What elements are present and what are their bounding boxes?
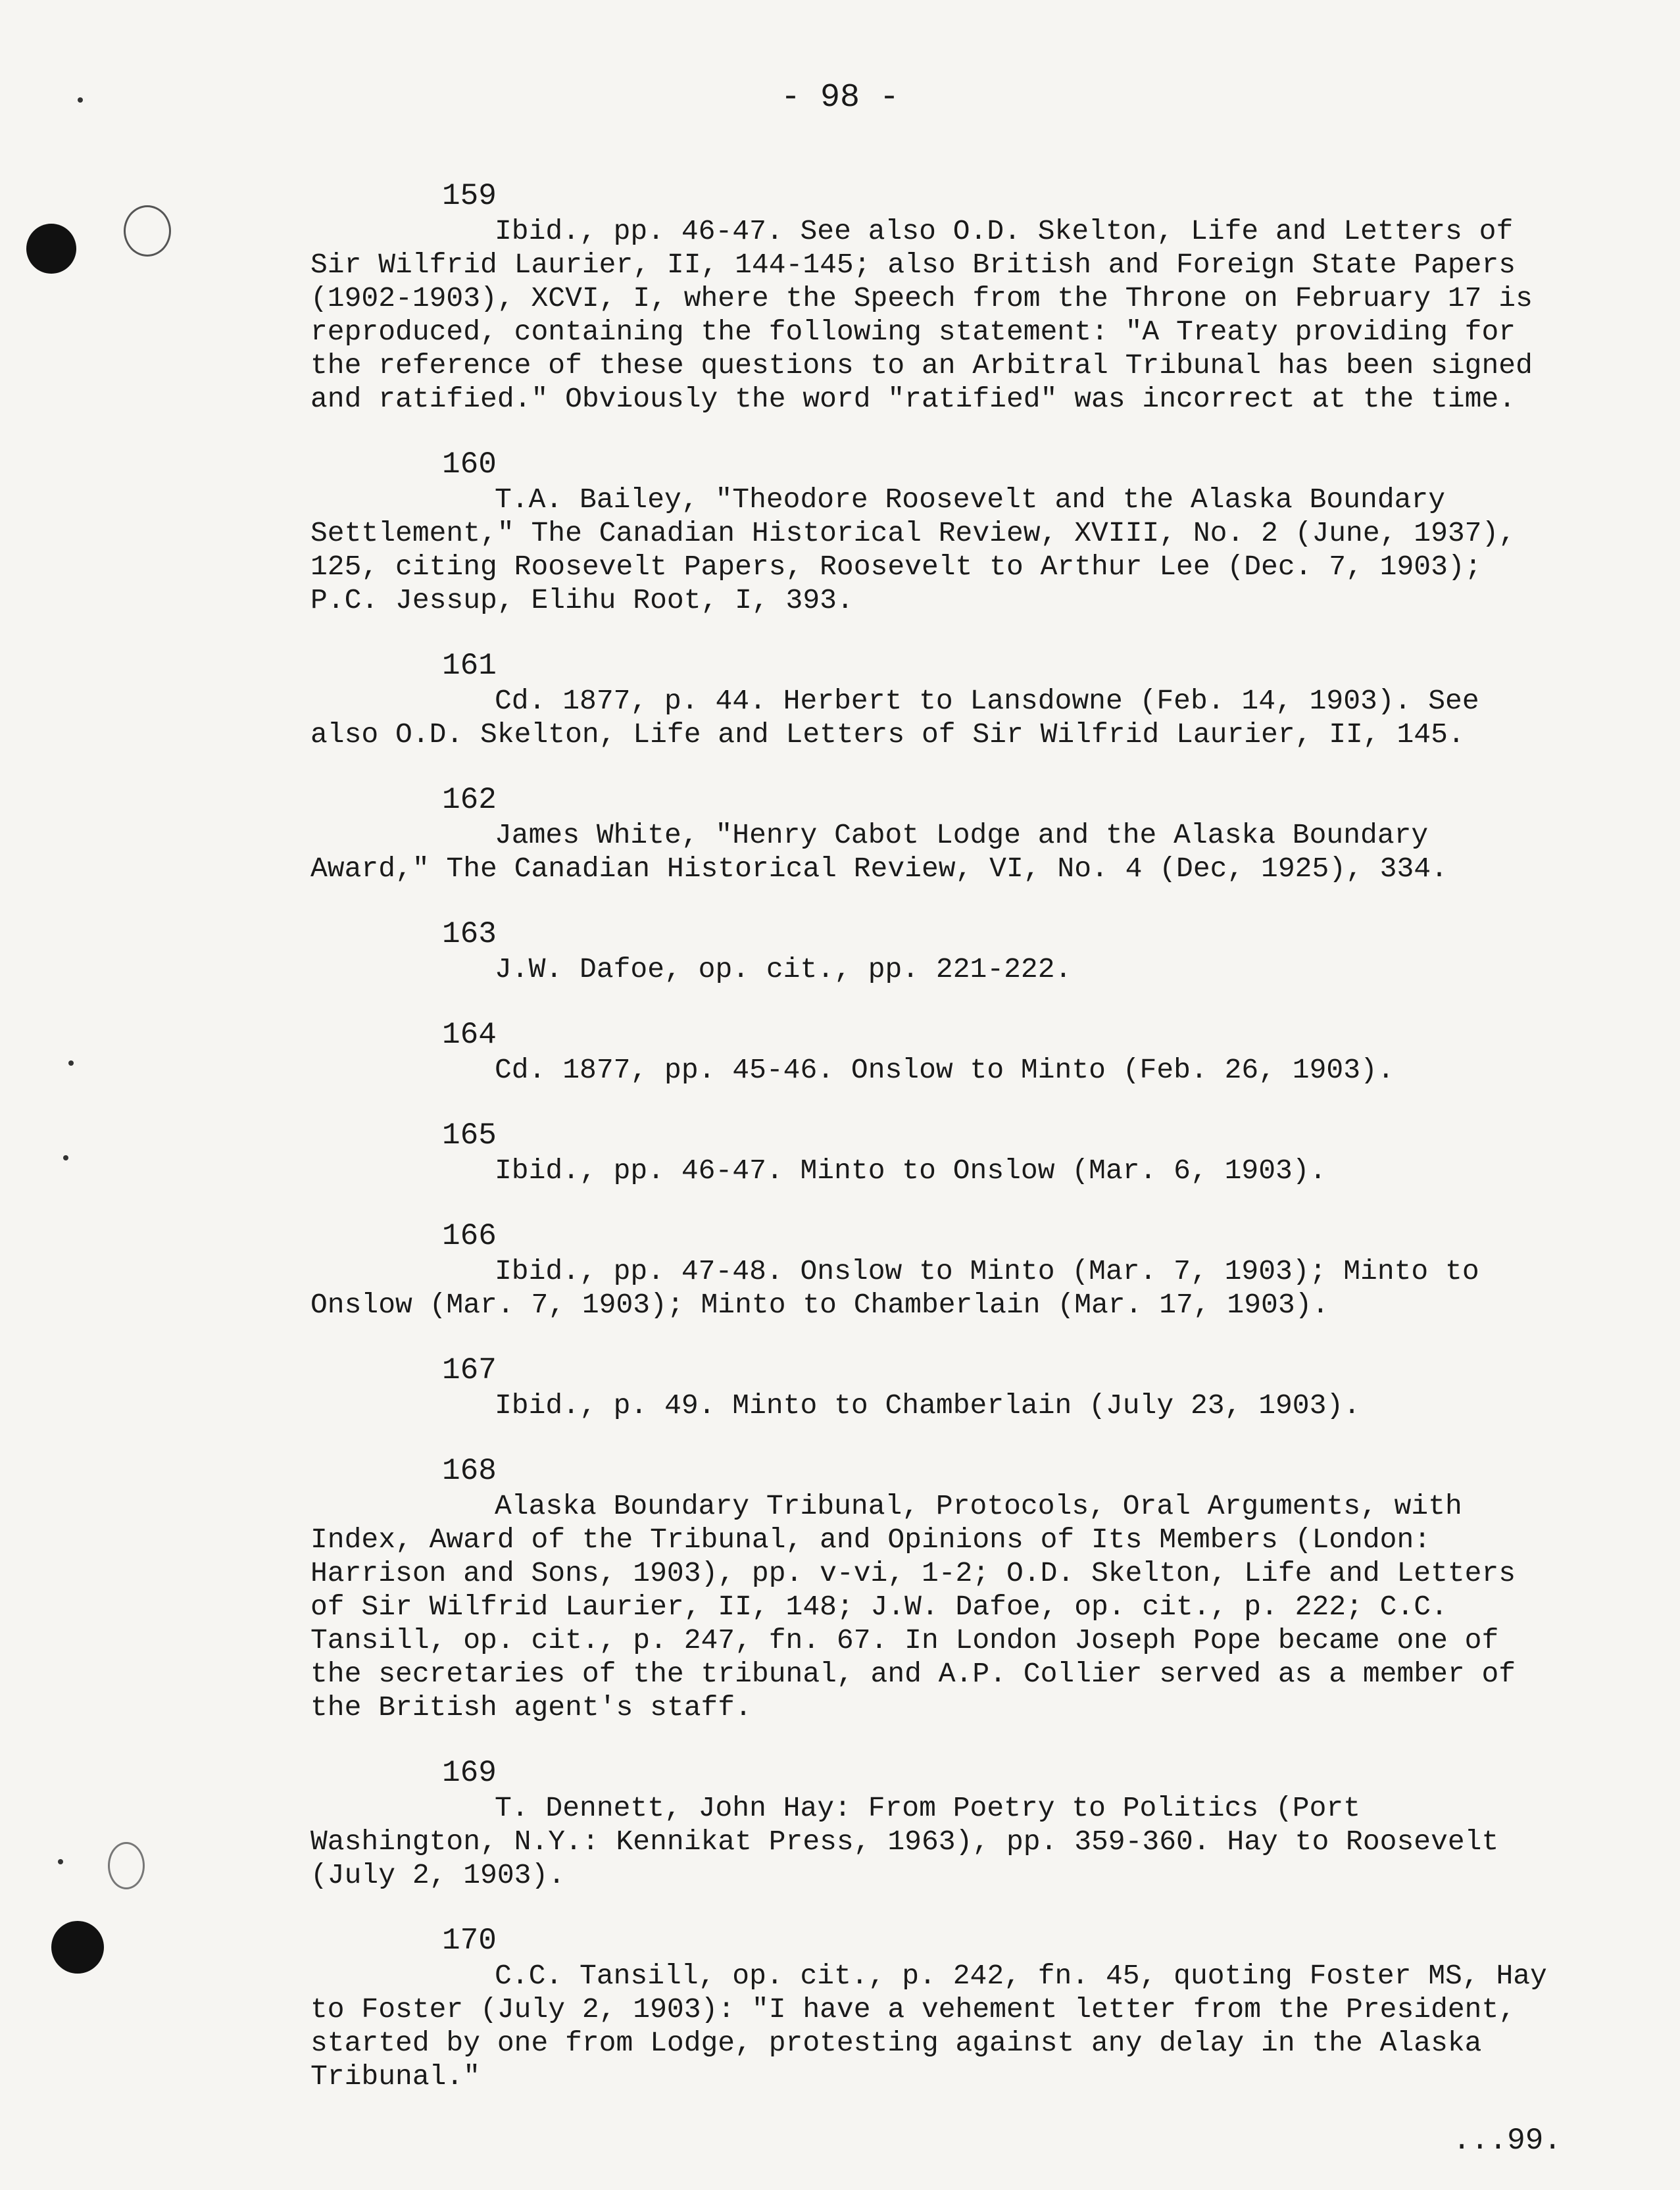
footnote — [310, 782, 1560, 885]
scan-speck — [68, 1060, 74, 1066]
footnote — [310, 446, 1560, 617]
footnote-text: Ibid., p. 49. Minto to Chamberlain (July 23, 1903). — [495, 1389, 1361, 1422]
scan-speck — [58, 1859, 63, 1864]
page-number: - 98 - — [780, 79, 900, 116]
footnote-text: Cd. 1877, pp. 45-46. Onslow to Minto (Feb. 26, 1903). — [495, 1054, 1395, 1086]
footnote-number: 169 — [442, 1756, 497, 1790]
footnote-number: 168 — [442, 1454, 497, 1488]
punch-hole-bottom — [51, 1921, 104, 1974]
footnote — [310, 916, 1560, 986]
footnote — [310, 1016, 1560, 1087]
footnote-number: 162 — [442, 783, 497, 817]
footnote-number: 161 — [442, 649, 497, 683]
footnote-text: Cd. 1877, p. 44. Herbert to Lansdowne (Feb. 14, 1903). See also O.D. Skelton, Life and Letters of Sir Wilfrid Laurier, II, 145. — [310, 685, 1479, 751]
footnote — [310, 1218, 1560, 1322]
footnote-number: 160 — [442, 447, 497, 482]
punch-hole-outline-middle — [108, 1842, 145, 1889]
footnote — [310, 1117, 1560, 1187]
footnote-text: Alaska Boundary Tribunal, Protocols, Oral Arguments, with Index, Award of the Tribunal, and Opinions of Its Members (London: Harrison and Sons, 1903), pp. v-vi, 1-2; O.D. Skelton, Life and Letters of Sir Wilfrid Laurier, II, 148; J.W. Dafoe, op. cit., p. 222; C.C. Tansill, op. cit., p. 247, fn. 67. In London Joseph Pope became one of the secretaries of the tribunal, and A.P. Collier served as a member of the British agent's staff. — [310, 1490, 1516, 1724]
footnote-text: C.C. Tansill, op. cit., p. 242, fn. 45, quoting Foster MS, Hay to Foster (July 2, 1903): "I have a vehement letter from the President, started by one from Lodge, protesting against any delay in the Alaska Tribunal." — [310, 1960, 1547, 2093]
footnote-text: Ibid., pp. 47-48. Onslow to Minto (Mar. 7, 1903); Minto to Onslow (Mar. 7, 1903); Minto to Chamberlain (Mar. 17, 1903). — [310, 1255, 1479, 1321]
footnote-number: 166 — [442, 1219, 497, 1253]
footnote-text: James White, "Henry Cabot Lodge and the Alaska Boundary Award," The Canadian Historical Review, VI, No. 4 (Dec, 1925), 334. — [310, 819, 1448, 885]
footnote — [310, 647, 1560, 751]
continued-marker: ...99. — [1452, 2124, 1562, 2158]
footnote — [310, 1754, 1560, 1892]
footnotes-list — [310, 178, 1560, 2124]
footnote-text: Ibid., pp. 46-47. Minto to Onslow (Mar. 6, 1903). — [495, 1155, 1327, 1187]
punch-hole-top — [26, 224, 76, 274]
footnote-number: 163 — [442, 917, 497, 951]
footnote-number: 170 — [442, 1924, 497, 1958]
footnote-number: 165 — [442, 1118, 497, 1153]
punch-hole-outline-top — [124, 205, 171, 257]
footnote-number: 164 — [442, 1018, 497, 1052]
footnote-text: J.W. Dafoe, op. cit., pp. 221-222. — [495, 953, 1072, 985]
scan-speck — [63, 1155, 68, 1160]
footnote-text: Ibid., pp. 46-47. See also O.D. Skelton, Life and Letters of Sir Wilfrid Laurier, II, 144-145; also British and Foreign State Papers (1902-1903), XCVI, I, where the Speech from the Throne on February 17 is reproduced, containing the following statement: "A Treaty providing for the reference of these questions to an Arbitral Tribunal has been signed and ratified." Obviously the word "ratified" was incorrect at the time. — [310, 215, 1533, 415]
footnote — [310, 178, 1560, 416]
footnote-number: 167 — [442, 1353, 497, 1387]
footnote-number: 159 — [442, 179, 497, 213]
footnote — [310, 1453, 1560, 1724]
footnote-text: T.A. Bailey, "Theodore Roosevelt and the Alaska Boundary Settlement," The Canadian Historical Review, XVIII, No. 2 (June, 1937), 125, citing Roosevelt Papers, Roosevelt to Arthur Lee (Dec. 7, 1903); P.C. Jessup, Elihu Root, I, 393. — [310, 484, 1516, 616]
footnote-text: T. Dennett, John Hay: From Poetry to Politics (Port Washington, N.Y.: Kennikat Press, 1963), pp. 359-360. Hay to Roosevelt (July 2, 1903). — [310, 1792, 1499, 1891]
footnote — [310, 1922, 1560, 2093]
footnote — [310, 1352, 1560, 1422]
